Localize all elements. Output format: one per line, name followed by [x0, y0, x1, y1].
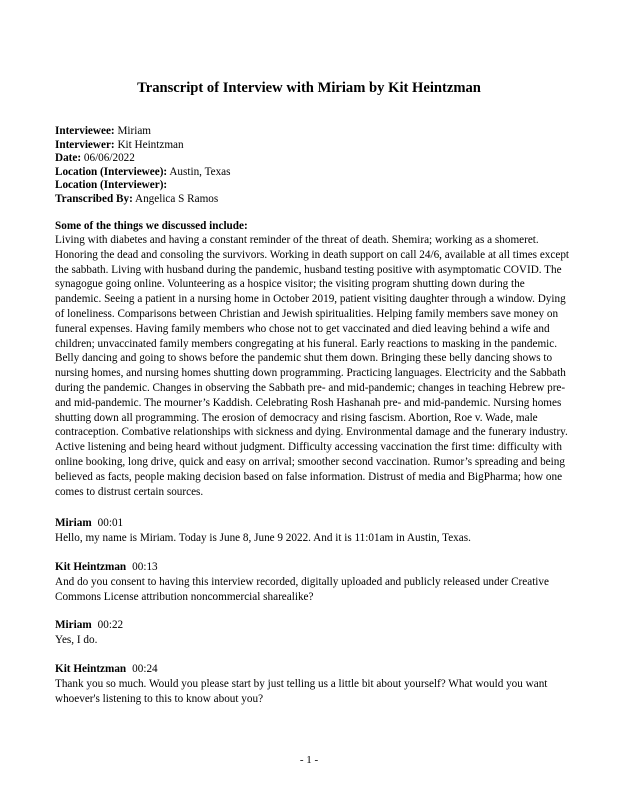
- meta-label: Transcribed By:: [55, 192, 133, 205]
- page-number: - 1 -: [299, 754, 319, 766]
- speaker-name: Miriam: [55, 619, 92, 631]
- transcript-turn: [55, 662, 571, 707]
- meta-interviewer: [55, 139, 575, 153]
- speaker-name: Miriam: [55, 517, 92, 529]
- meta-label: Location (Interviewee):: [55, 165, 168, 178]
- meta-date: [55, 152, 575, 166]
- turn-text: Hello, my name is Miriam. Today is June 8, June 9 2022. And it is 11:01am in Austin, Texas.: [55, 532, 471, 544]
- page-title: Transcript of Interview with Miriam by Kit Heintzman: [137, 80, 481, 96]
- meta-value: 06/06/2022: [83, 152, 135, 164]
- turn-text: Yes, I do.: [55, 634, 98, 646]
- meta-location-interviewee: [55, 166, 575, 180]
- meta-location-interviewer: [55, 179, 575, 193]
- speaker-name: Kit Heintzman: [55, 561, 127, 573]
- transcript-turn: [55, 560, 571, 605]
- timestamp: 00:24: [132, 663, 158, 675]
- topics-summary: [55, 219, 571, 499]
- meta-label: Date:: [55, 152, 82, 164]
- turn-text: Thank you so much. Would you please start by just telling us a little bit about yourself? What would you want whoever's listening to this to know about you?: [55, 678, 548, 705]
- turn-text: And do you consent to having this interview recorded, digitally uploaded and publicly released under Creative Commons License attribution noncommercial sharealike?: [55, 576, 549, 603]
- meta-transcribed-by: [55, 193, 575, 207]
- meta-label: Interviewee:: [55, 125, 115, 137]
- timestamp: 00:13: [132, 561, 158, 573]
- meta-value: Austin, Texas: [169, 165, 231, 178]
- summary-text: Living with diabetes and having a constant reminder of the threat of death. Shemira; working as a shomeret. Honoring the dead and consoling the survivors. Working in death support on call 24/6, available at all times except the sabbath. Living with husband during the pandemic, husband testing positive with asymptomatic COVID. The synagogue going online. Volunteering as a hospice visitor; the visiting program shutting down during the pandemic. Seeing a patient in a nursing home in October 2019, patient visiting daughter through a window. Dying of loneliness. Comparisons between Christian and Jewish spiritualities. Helping family members save money on funeral expenses. Having family members who chose not to get vaccinated and died leaving behind a wife and children; unvaccinated family members congregating at his funeral. Early reactions to masking in the pandemic. Belly dancing and going to shows before the pandemic shut them down. Bringing these belly dancing shows to nursing homes, and nursing homes shutting down programming. Practicing languages. Electricity and the Sabbath during the pandemic. Changes in observing the Sabbath pre- and mid-pandemic; changes in teaching Hebrew pre- and mid-pandemic. The mourner’s Kaddish. Celebrating Rosh Hashanah pre- and mid-pandemic. Nursing homes shutting down all programming. The erosion of democracy and rising fascism. Abortion, Roe v. Wade, male contraception. Combative relationships with sickness and dying. Environmental damage and the funerary industry. Active listening and being heard without judgment. Difficulty accessing vaccination the first time: difficulty with online booking, long drive, quick and easy on arrival; smoother second vaccination. Rumor’s spreading and being believed as facts, people making decision based on false information. Distrust of media and BigPharma; how one comes to distrust certain sources.: [55, 234, 570, 498]
- interview-metadata: [55, 125, 575, 206]
- meta-label: Location (Interviewer):: [55, 179, 168, 191]
- timestamp: 00:22: [97, 619, 124, 631]
- meta-interviewee: [55, 125, 575, 139]
- transcript-turn: [55, 516, 571, 546]
- meta-value: Miriam: [117, 125, 151, 137]
- speaker-name: Kit Heintzman: [55, 663, 127, 675]
- timestamp: 00:01: [97, 517, 124, 529]
- meta-value: Kit Heintzman: [117, 138, 184, 151]
- meta-label: Interviewer:: [55, 138, 115, 151]
- transcript-turn: [55, 618, 571, 648]
- meta-value: Angelica S Ramos: [134, 192, 219, 205]
- summary-heading: Some of the things we discussed include:: [55, 220, 248, 232]
